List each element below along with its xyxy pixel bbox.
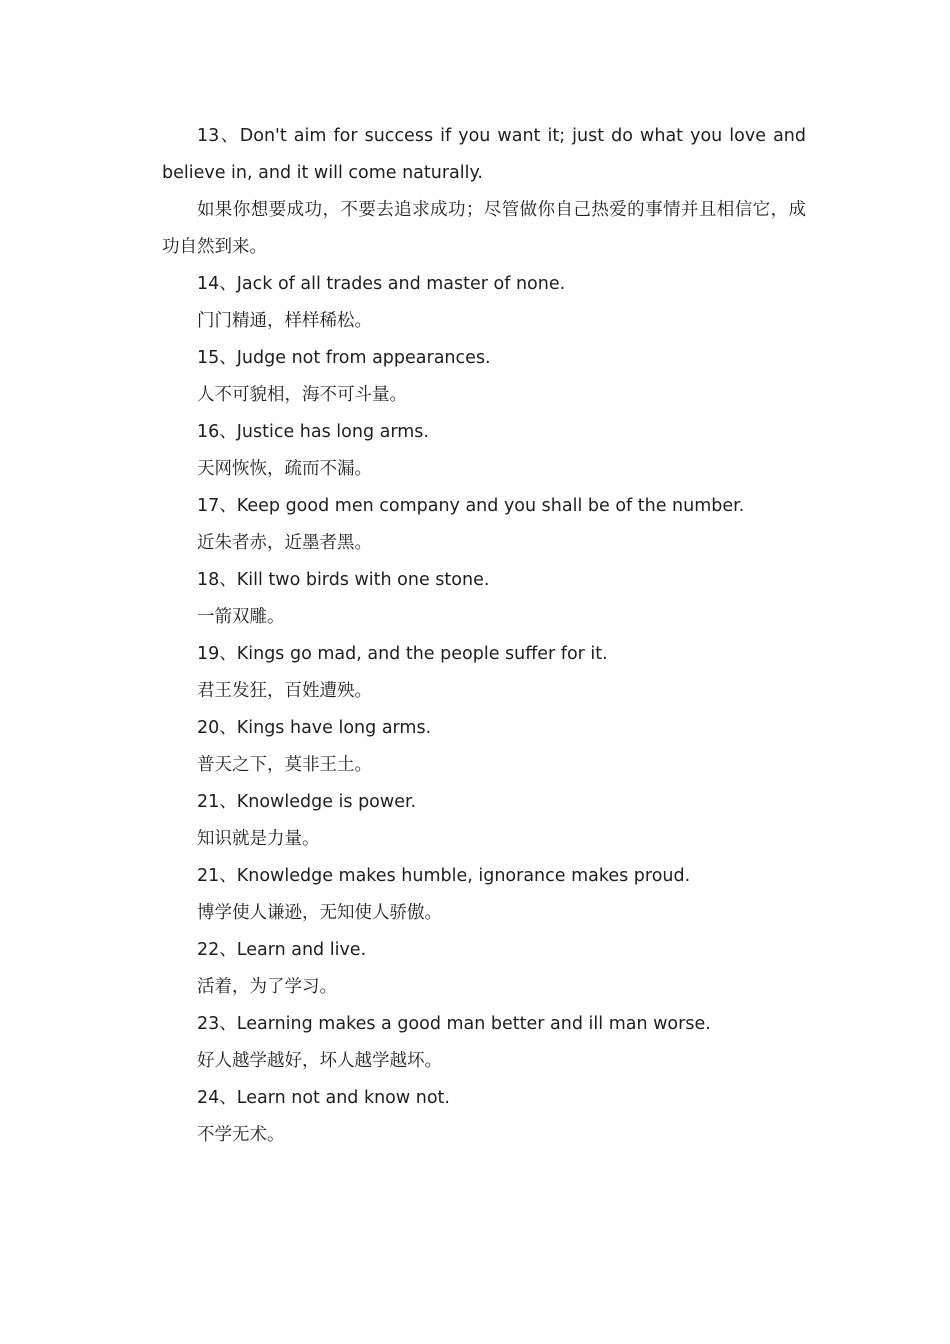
document-body xyxy=(162,118,806,1154)
proverb-13-english: 13、Don't aim for success if you want it; just do what you love and believe in, and it will come naturally. xyxy=(162,126,806,183)
proverb-17-chinese: 近朱者赤，近墨者黑。 xyxy=(197,533,372,553)
proverb-20-english: 20、Kings have long arms. xyxy=(197,718,432,738)
proverb-15-english: 15、Judge not from appearances. xyxy=(197,348,491,368)
proverb-14-chinese: 门门精通，样样稀松。 xyxy=(197,311,372,331)
proverb-22-english: 22、Learn and live. xyxy=(197,940,367,960)
proverb-16-chinese: 天网恢恢，疏而不漏。 xyxy=(197,459,372,479)
proverb-21b-chinese: 博学使人谦逊，无知使人骄傲。 xyxy=(197,903,442,923)
proverb-23-chinese: 好人越学越好，坏人越学越坏。 xyxy=(197,1051,442,1071)
proverb-24-english: 24、Learn not and know not. xyxy=(197,1088,450,1108)
proverb-22-chinese: 活着，为了学习。 xyxy=(197,977,337,997)
proverb-15-chinese: 人不可貌相，海不可斗量。 xyxy=(197,385,407,405)
proverb-19-english: 19、Kings go mad, and the people suffer for it. xyxy=(197,644,608,664)
proverb-23-english: 23、Learning makes a good man better and ill man worse. xyxy=(197,1014,711,1034)
proverb-19-chinese: 君王发狂，百姓遭殃。 xyxy=(197,681,372,701)
proverb-18-chinese: 一箭双雕。 xyxy=(197,607,285,627)
proverb-17-english: 17、Keep good men company and you shall be of the number. xyxy=(197,496,745,516)
proverb-18-english: 18、Kill two birds with one stone. xyxy=(197,570,490,590)
proverb-20-chinese: 普天之下，莫非王土。 xyxy=(197,755,372,775)
proverb-16-english: 16、Justice has long arms. xyxy=(197,422,429,442)
proverb-14-english: 14、Jack of all trades and master of none. xyxy=(197,274,566,294)
proverb-24-chinese: 不学无术。 xyxy=(197,1125,285,1145)
proverb-21b-english: 21、Knowledge makes humble, ignorance makes proud. xyxy=(197,866,691,886)
proverb-21a-chinese: 知识就是力量。 xyxy=(197,829,320,849)
proverb-13-chinese: 如果你想要成功，不要去追求成功；尽管做你自己热爱的事情并且相信它，成功自然到来。 xyxy=(162,200,806,257)
proverb-21a-english: 21、Knowledge is power. xyxy=(197,792,417,812)
